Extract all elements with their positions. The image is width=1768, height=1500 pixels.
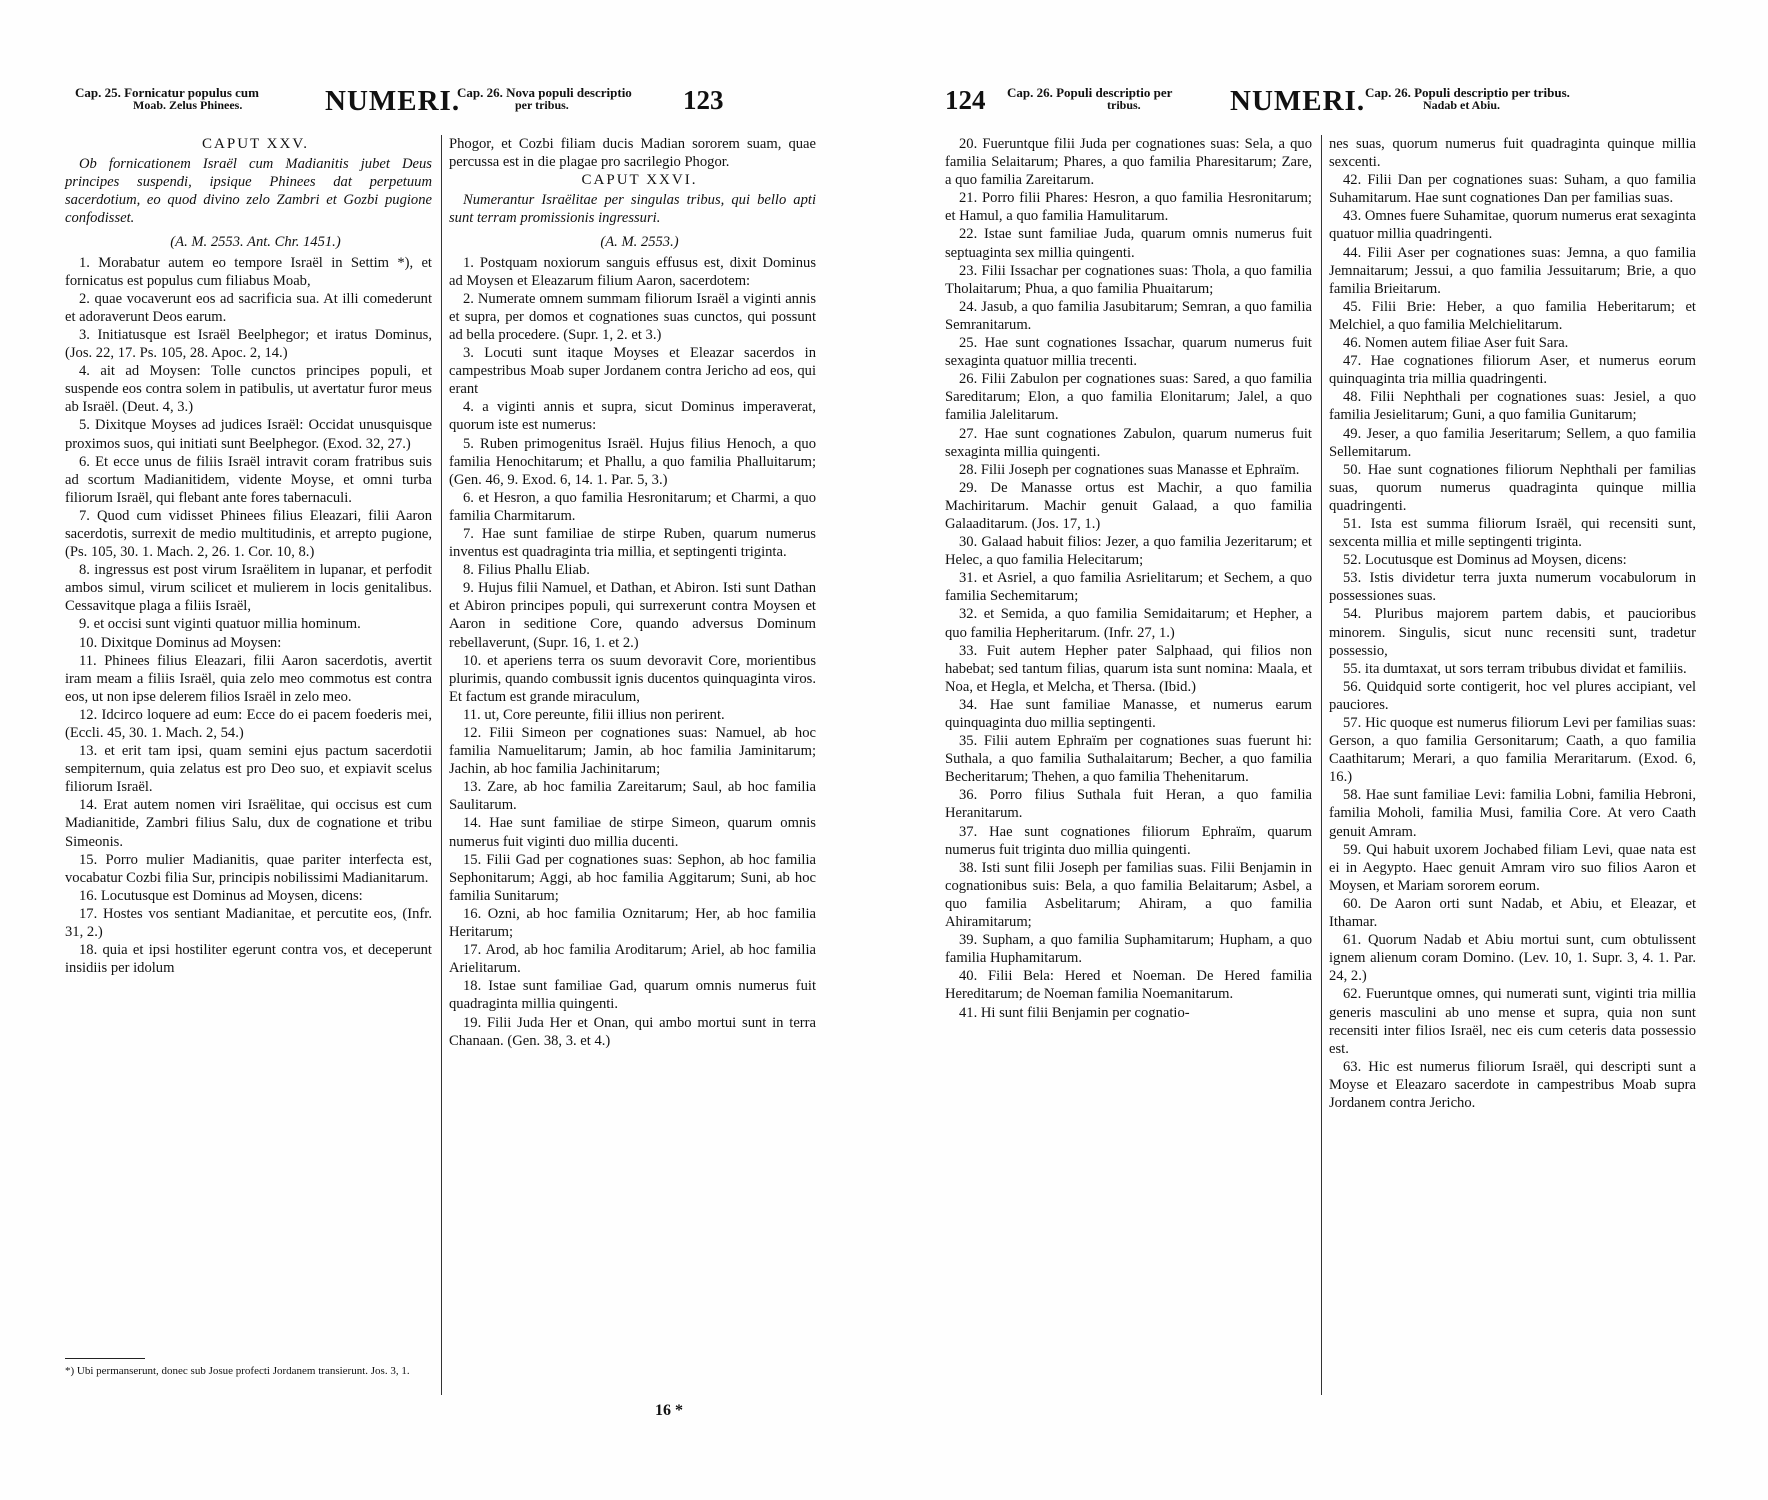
verse: 16. Locutusque est Dominus ad Moysen, dicens:: [79, 887, 363, 904]
verse: 54. Pluribus majorem partem dabis, et paucioribus minorem. Singulis, sicut nunc recensiti sunt, tradetur possessio,: [1329, 606, 1696, 659]
verse: 30. Galaad habuit filios: Jezer, a quo familia Jezeritarum; et Helec, a quo familia Helecitarum;: [945, 534, 1312, 569]
verse: 8. Filius Phallu Eliab.: [463, 562, 590, 579]
verse: 57. Hic quoque est numerus filiorum Levi per familias suas: Gerson, a quo familia Gersonitarum; Caath, a quo familia Caathitarum; Merari, a quo familia Meraritarum. (Exod. 6, 16.): [1329, 715, 1696, 786]
verse: 48. Filii Nephthali per cognationes suas: Jesiel, a quo familia Jesielitarum; Guni, a quo familia Gunitarum;: [1329, 389, 1696, 424]
header-line: Nadab et Abiu.: [1423, 98, 1501, 112]
book-title: NUMERI.: [325, 85, 461, 117]
verse: 7. Quod cum vidisset Phinees filius Eleazari, filii Aaron sacerdotis, surrexit de medio multitudinis, et arrepto pugione, (Ps. 105, 30. 1. Mach. 2, 26. 1. Cor. 10, 8.): [65, 507, 432, 561]
left-page: [65, 0, 825, 1500]
verse: 3. Locuti sunt itaque Moyses et Eleazar sacerdos in campestribus Moab super Jordanem contra Jericho ad eos, qui erant: [449, 345, 816, 398]
verse: 18. Istae sunt familiae Gad, quarum omnis numerus fuit quadraginta millia quingenti.: [449, 978, 816, 1013]
chapter-summary-left: [75, 87, 315, 111]
header-line: Cap. 26. Nova populi descriptio: [457, 85, 632, 100]
book-title: NUMERI.: [1230, 85, 1366, 117]
verse: 2. Numerate omnem summam filiorum Israël a viginti annis et supra, per domos et cognationes suas cunctos, qui possunt ad bella procedere. (Supr. 1, 2. et 3.): [449, 290, 816, 343]
verse: 58. Hae sunt familiae Levi: familia Lobni, familia Hebroni, familia Moholi, familia Musi, familia Core. At vero Caath genuit Amram.: [1329, 787, 1696, 840]
verse: 27. Hae sunt cognationes Zabulon, quarum numerus fuit sexaginta millia quingenti.: [945, 425, 1312, 460]
verse: 14. Erat autem nomen viri Israëlitae, qui occisus est cum Madianitide, Zambri filius Salu, dux de cognatione et tribu Simeonis.: [65, 797, 432, 850]
verse: 4. ait ad Moysen: Tolle cunctos principes populi, et suspende eos contra solem in patibulis, ut avertatur furor meus ab Israël. (Deut. 4, 3.): [65, 363, 432, 416]
verse: 14. Hae sunt familiae de stirpe Simeon, quarum omnis numerus fuit viginti duo millia ducenti.: [449, 815, 816, 850]
verse: 3. Initiatusque est Israël Beelphegor; et iratus Dominus, (Jos. 22, 17. Ps. 105, 28. Apoc. 2, 14.): [65, 326, 432, 362]
verse: 33. Fuit autem Hepher pater Salphaad, qui filios non habebat; sed tantum filias, quarum ista sunt nomina: Maala, et Noa, et Hegla, et Melcha, et Thersa. (Ibid.): [945, 642, 1312, 695]
header-line: Moab. Zelus Phinees.: [133, 98, 243, 112]
verse: 11. Phinees filius Eleazari, filii Aaron sacerdotis, avertit iram meam a filiis Israël, quia zelo meo commotus est contra eos, ut non ipse delerem filios Israël in zelo meo.: [65, 652, 432, 705]
verse-continuation: nes suas, quorum numerus fuit quadraginta quinque millia sexcenti.: [1329, 136, 1696, 171]
verse: 43. Omnes fuere Suhamitae, quorum numerus erat sexaginta quatuor millia quadringenti.: [1329, 208, 1696, 243]
date-note: (A. M. 2553. Ant. Chr. 1451.): [170, 234, 341, 251]
verse: 9. et occisi sunt viginti quatuor millia hominum.: [79, 616, 361, 633]
verse: 59. Qui habuit uxorem Jochabed filiam Levi, quae nata est ei in Aegypto. Haec genuit Amram viro suo filios Aaron et Moysen, et Mariam sororem eorum.: [1329, 841, 1696, 894]
verse: 31. et Asriel, a quo familia Asrielitarum; et Sechem, a quo familia Sechemitarum;: [945, 570, 1312, 605]
text-column-left: [65, 135, 432, 977]
verse: 16. Ozni, ab hoc familia Oznitarum; Her, ab hoc familia Heritarum;: [449, 905, 816, 941]
verse: 6. et Hesron, a quo familia Hesronitarum; et Charmi, a quo familia Charmitarum.: [449, 489, 816, 524]
verse: 7. Hae sunt familiae de stirpe Ruben, quarum numerus inventus est quadraginta tria millia, et septingenti triginta.: [449, 525, 816, 561]
header-line: Cap. 26. Populi descriptio per: [1007, 85, 1173, 100]
chapter-summary-right: [457, 87, 697, 111]
verse: 56. Quidquid sorte contigerit, hoc vel plures accipiant, vel pauciores.: [1329, 678, 1696, 713]
verse: 10. et aperiens terra os suum devoravit Core, morientibus plurimis, quando combussit ignis ducentos quinquaginta viros. Et factum est grande miraculum,: [449, 652, 816, 705]
footnote: *) Ubi permanserunt, donec sub Josue profecti Jordanem transierunt. Jos. 3, 1.: [65, 1365, 410, 1377]
page-number: 123: [683, 85, 724, 115]
verse: 5. Dixitque Moyses ad judices Israël: Occidat unusquisque proximos suos, qui initiati sunt Beelphegor. (Exod. 32, 27.): [65, 417, 432, 452]
verse: 12. Filii Simeon per cognationes suas: Namuel, ab hoc familia Namuelitarum; Jamin, ab hoc familia Jaminitarum; Jachin, ab hoc familia Jachinitarum;: [449, 725, 816, 778]
verse: 34. Hae sunt familiae Manasse, et numerus earum quinquaginta duo millia septingenti.: [945, 696, 1312, 731]
verse: 50. Hae sunt cognationes filiorum Nephthali per familias suas, quorum numerus quadraginta quinque millia quadringenti.: [1329, 461, 1696, 514]
verse: 35. Filii autem Ephraïm per cognationes suas fuerunt hi: Suthala, a quo familia Suthalaitarum; Becher, a quo familia Becheritarum; Thehen, a quo familia Thehenitarum.: [945, 733, 1312, 786]
verse: 20. Fueruntque filii Juda per cognationes suas: Sela, a quo familia Selaitarum; Phares, a quo familia Pharesitarum; Zare, a quo familia Zareitarum.: [945, 136, 1312, 189]
verse: 1. Postquam noxiorum sanguis effusus est, dixit Dominus ad Moysen et Eleazarum filium Aaron, sacerdotem:: [449, 254, 816, 289]
verse: 26. Filii Zabulon per cognationes suas: Sared, a quo familia Sareditarum; Elon, a quo familia Elonitarum; Jalel, a quo familia Jalelitarum.: [945, 371, 1312, 424]
verse: 47. Hae cognationes filiorum Aser, et numerus eorum quinquaginta tria millia quadringenti.: [1329, 353, 1696, 388]
verse-continuation: Phogor, et Cozbi filiam ducis Madian sororem suam, quae percussa est in die plagae pro sacrilegio Phogor.: [449, 136, 816, 171]
verse: 21. Porro filii Phares: Hesron, a quo familia Hesronitarum; et Hamul, a quo familia Hamulitarum.: [945, 190, 1312, 225]
chapter-summary-right: [1365, 87, 1665, 111]
verse: 52. Locutusque est Dominus ad Moysen, dicens:: [1343, 552, 1627, 569]
header-line: Cap. 25. Fornicatur populus cum: [75, 85, 259, 100]
verse: 36. Porro filius Suthala fuit Heran, a quo familia Heranitarum.: [945, 787, 1312, 822]
verse: 6. Et ecce unus de filiis Israël intravit coram fratribus suis ad scortum Madianitidem, vidente Moyse, et omni turba filiorum Israël, qui flebant ante fores tabernaculi.: [65, 453, 432, 506]
verse: 55. ita dumtaxat, ut sors terram tribubus dividat et familiis.: [1343, 660, 1687, 677]
verse: 32. et Semida, a quo familia Semidaitarum; et Hepher, a quo familia Hepheritarum. (Infr. 27, 1.): [945, 606, 1312, 641]
verse: 23. Filii Issachar per cognationes suas: Thola, a quo familia Tholaitarum; Phua, a quo familia Phuaitarum;: [945, 262, 1312, 297]
verse: 53. Istis dividetur terra juxta numerum vocabulorum in possessiones suas.: [1329, 570, 1696, 605]
verse: 19. Filii Juda Her et Onan, qui ambo mortui sunt in terra Chanaan. (Gen. 38, 3. et 4.): [449, 1014, 816, 1049]
verse: 15. Filii Gad per cognationes suas: Sephon, ab hoc familia Sephonitarum; Aggi, ab hoc familia Aggitarum; Suni, ab hoc familia Sunitarum;: [449, 851, 816, 904]
verse: 17. Hostes vos sentiant Madianitae, et percutite eos, (Infr. 31, 2.): [65, 905, 432, 941]
header-line: per tribus.: [515, 98, 569, 112]
verse: 61. Quorum Nadab et Abiu mortui sunt, cum obtulissent ignem alienum coram Domino. (Lev. 10, 1. Supr. 3, 4. 1. Par. 24, 2.): [1329, 932, 1696, 985]
text-column-right: [449, 135, 816, 1050]
verse: 13. et erit tam ipsi, quam semini ejus pactum sacerdotii sempiternum, quia zelatus est pro Deo suo, et expiavit scelus filiorum Israël.: [65, 743, 432, 796]
verse: 45. Filii Brie: Heber, a quo familia Heberitarum; et Melchiel, a quo familia Melchielitarum.: [1329, 298, 1696, 333]
verse: 18. quia et ipsi hostiliter egerunt contra vos, et deceperunt insidiis per idolum: [65, 942, 432, 977]
verse: 39. Supham, a quo familia Suphamitarum; Hupham, a quo familia Huphamitarum.: [945, 932, 1312, 967]
verse: 15. Porro mulier Madianitis, quae pariter interfecta est, vocabatur Cozbi filia Sur, principis nobilissimi Madianitarum.: [65, 851, 432, 886]
right-page: [945, 0, 1705, 1500]
verse: 22. Istae sunt familiae Juda, quarum omnis numerus fuit septuaginta sex millia quingenti.: [945, 226, 1312, 261]
verse: 44. Filii Aser per cognationes suas: Jemna, a quo familia Jemnaitarum; Jessui, a quo familia Jessuitarum; Brie, a quo familia Brieitarum.: [1329, 244, 1696, 297]
verse: 49. Jeser, a quo familia Jeseritarum; Sellem, a quo familia Sellemitarum.: [1329, 425, 1696, 460]
verse: 4. a viginti annis et supra, sicut Dominus imperaverat, quorum iste est numerus:: [449, 399, 816, 434]
verse: 13. Zare, ab hoc familia Zareitarum; Saul, ab hoc familia Saulitarum.: [449, 779, 816, 814]
signature-mark: 16 *: [655, 1402, 683, 1419]
verse: 28. Filii Joseph per cognationes suas Manasse et Ephraïm.: [959, 461, 1300, 478]
page-number: 124: [945, 85, 986, 115]
verse: 40. Filii Bela: Hered et Noeman. De Hered familia Hereditarum; de Noeman familia Noemanitarum.: [945, 968, 1312, 1003]
verse: 62. Fueruntque omnes, qui numerati sunt, viginti tria millia generis masculini ab uno mense et supra, quia non sunt recensiti inter filios Israël, nec eis cum ceteris data possessio est.: [1329, 986, 1696, 1057]
date-note: (A. M. 2553.): [600, 234, 679, 251]
verse: 60. De Aaron orti sunt Nadab, et Abiu, et Eleazar, et Ithamar.: [1329, 895, 1696, 931]
running-header: [65, 85, 825, 127]
verse: 25. Hae sunt cognationes Issachar, quarum numerus fuit sexaginta quatuor millia trecenti.: [945, 335, 1312, 370]
verse: 46. Nomen autem filiae Aser fuit Sara.: [1343, 335, 1569, 352]
verse: 51. Ista est summa filiorum Israël, qui recensiti sunt, sexcenta millia et mille septingenti triginta.: [1329, 515, 1696, 551]
verse: 1. Morabatur autem eo tempore Israël in Settim *), et fornicatus est populus cum filiabus Moab,: [65, 254, 432, 289]
text-column-right: [1329, 135, 1696, 1112]
chapter-heading: CAPUT XXVI.: [581, 172, 698, 189]
header-line: Cap. 26. Populi descriptio per tribus.: [1365, 85, 1570, 100]
verse: 24. Jasub, a quo familia Jasubitarum; Semran, a quo familia Semranitarum.: [945, 298, 1312, 333]
verse: 42. Filii Dan per cognationes suas: Suham, a quo familia Suhamitarum. Hae sunt cognationes Dan per familias suas.: [1329, 172, 1696, 207]
verse: 9. Hujus filii Namuel, et Dathan, et Abiron. Isti sunt Dathan et Abiron principes populi, qui surrexerunt contra Moysen et Aaron in seditione Core, quando adversus Dominum rebellaverunt, (Supr. 16, 1. et 2.): [449, 580, 816, 651]
running-header: [945, 85, 1705, 127]
verse: 63. Hic est numerus filiorum Israël, qui descripti sunt a Moyse et Eleazaro sacerdote in campestribus Moab supra Jordanem contra Jericho.: [1329, 1058, 1696, 1111]
verse: 37. Hae sunt cognationes filiorum Ephraïm, quarum numerus fuit triginta duo millia quingenti.: [945, 823, 1312, 858]
verse: 38. Isti sunt filii Joseph per familias suas. Filii Benjamin in cognationibus suis: Bela, a quo familia Belaitarum; Asbel, a quo familia Asbelitarum; Ahiram, a quo familia Ahiramitarum;: [945, 859, 1312, 931]
verse: 17. Arod, ab hoc familia Aroditarum; Ariel, ab hoc familia Arielitarum.: [449, 942, 816, 977]
column-divider: [1321, 135, 1322, 1395]
chapter-heading: CAPUT XXV.: [202, 136, 309, 152]
verse: 8. ingressus est post virum Israëlitem in lupanar, et perfodit ambos simul, virum scilicet et mulierem in locis genitalibus. Cessavitque plaga a filiis Israël,: [65, 562, 432, 615]
verse: 2. quae vocaverunt eos ad sacrificia sua. At illi comederunt et adoraverunt Deos earum.: [65, 290, 432, 325]
footnote-rule: [65, 1358, 145, 1359]
column-divider: [441, 135, 442, 1395]
verse: 11. ut, Core pereunte, filii illius non perirent.: [463, 706, 725, 723]
chapter-summary: Numerantur Israëlitae per singulas tribus, qui bello apti sunt terram promissionis ingressuri.: [449, 192, 816, 227]
verse: 29. De Manasse ortus est Machir, a quo familia Machiritarum. Machir genuit Galaad, a quo familia Galaaditarum. (Jos. 17, 1.): [945, 479, 1312, 532]
verse: 12. Idcirco loquere ad eum: Ecce do ei pacem foederis mei, (Eccli. 45, 30. 1. Mach. 2, 54.): [65, 706, 432, 741]
chapter-summary: Ob fornicationem Israël cum Madianitis jubet Deus principes suspendi, ipsique Phinees dat perpetuum sacerdotium, eo quod divino zelo Zambri et Gozbi pugione confodisset.: [65, 156, 432, 227]
header-line: tribus.: [1107, 98, 1141, 112]
chapter-summary-left: [1007, 87, 1217, 111]
text-column-left: [945, 135, 1312, 1022]
verse: 5. Ruben primogenitus Israël. Hujus filius Henoch, a quo familia Henochitarum; et Phallu, a quo familia Phalluitarum; (Gen. 46, 9. Exod. 6, 14. 1. Par. 5, 3.): [449, 435, 816, 488]
verse: 10. Dixitque Dominus ad Moysen:: [79, 634, 282, 651]
verse: 41. Hi sunt filii Benjamin per cognatio-: [959, 1004, 1190, 1021]
